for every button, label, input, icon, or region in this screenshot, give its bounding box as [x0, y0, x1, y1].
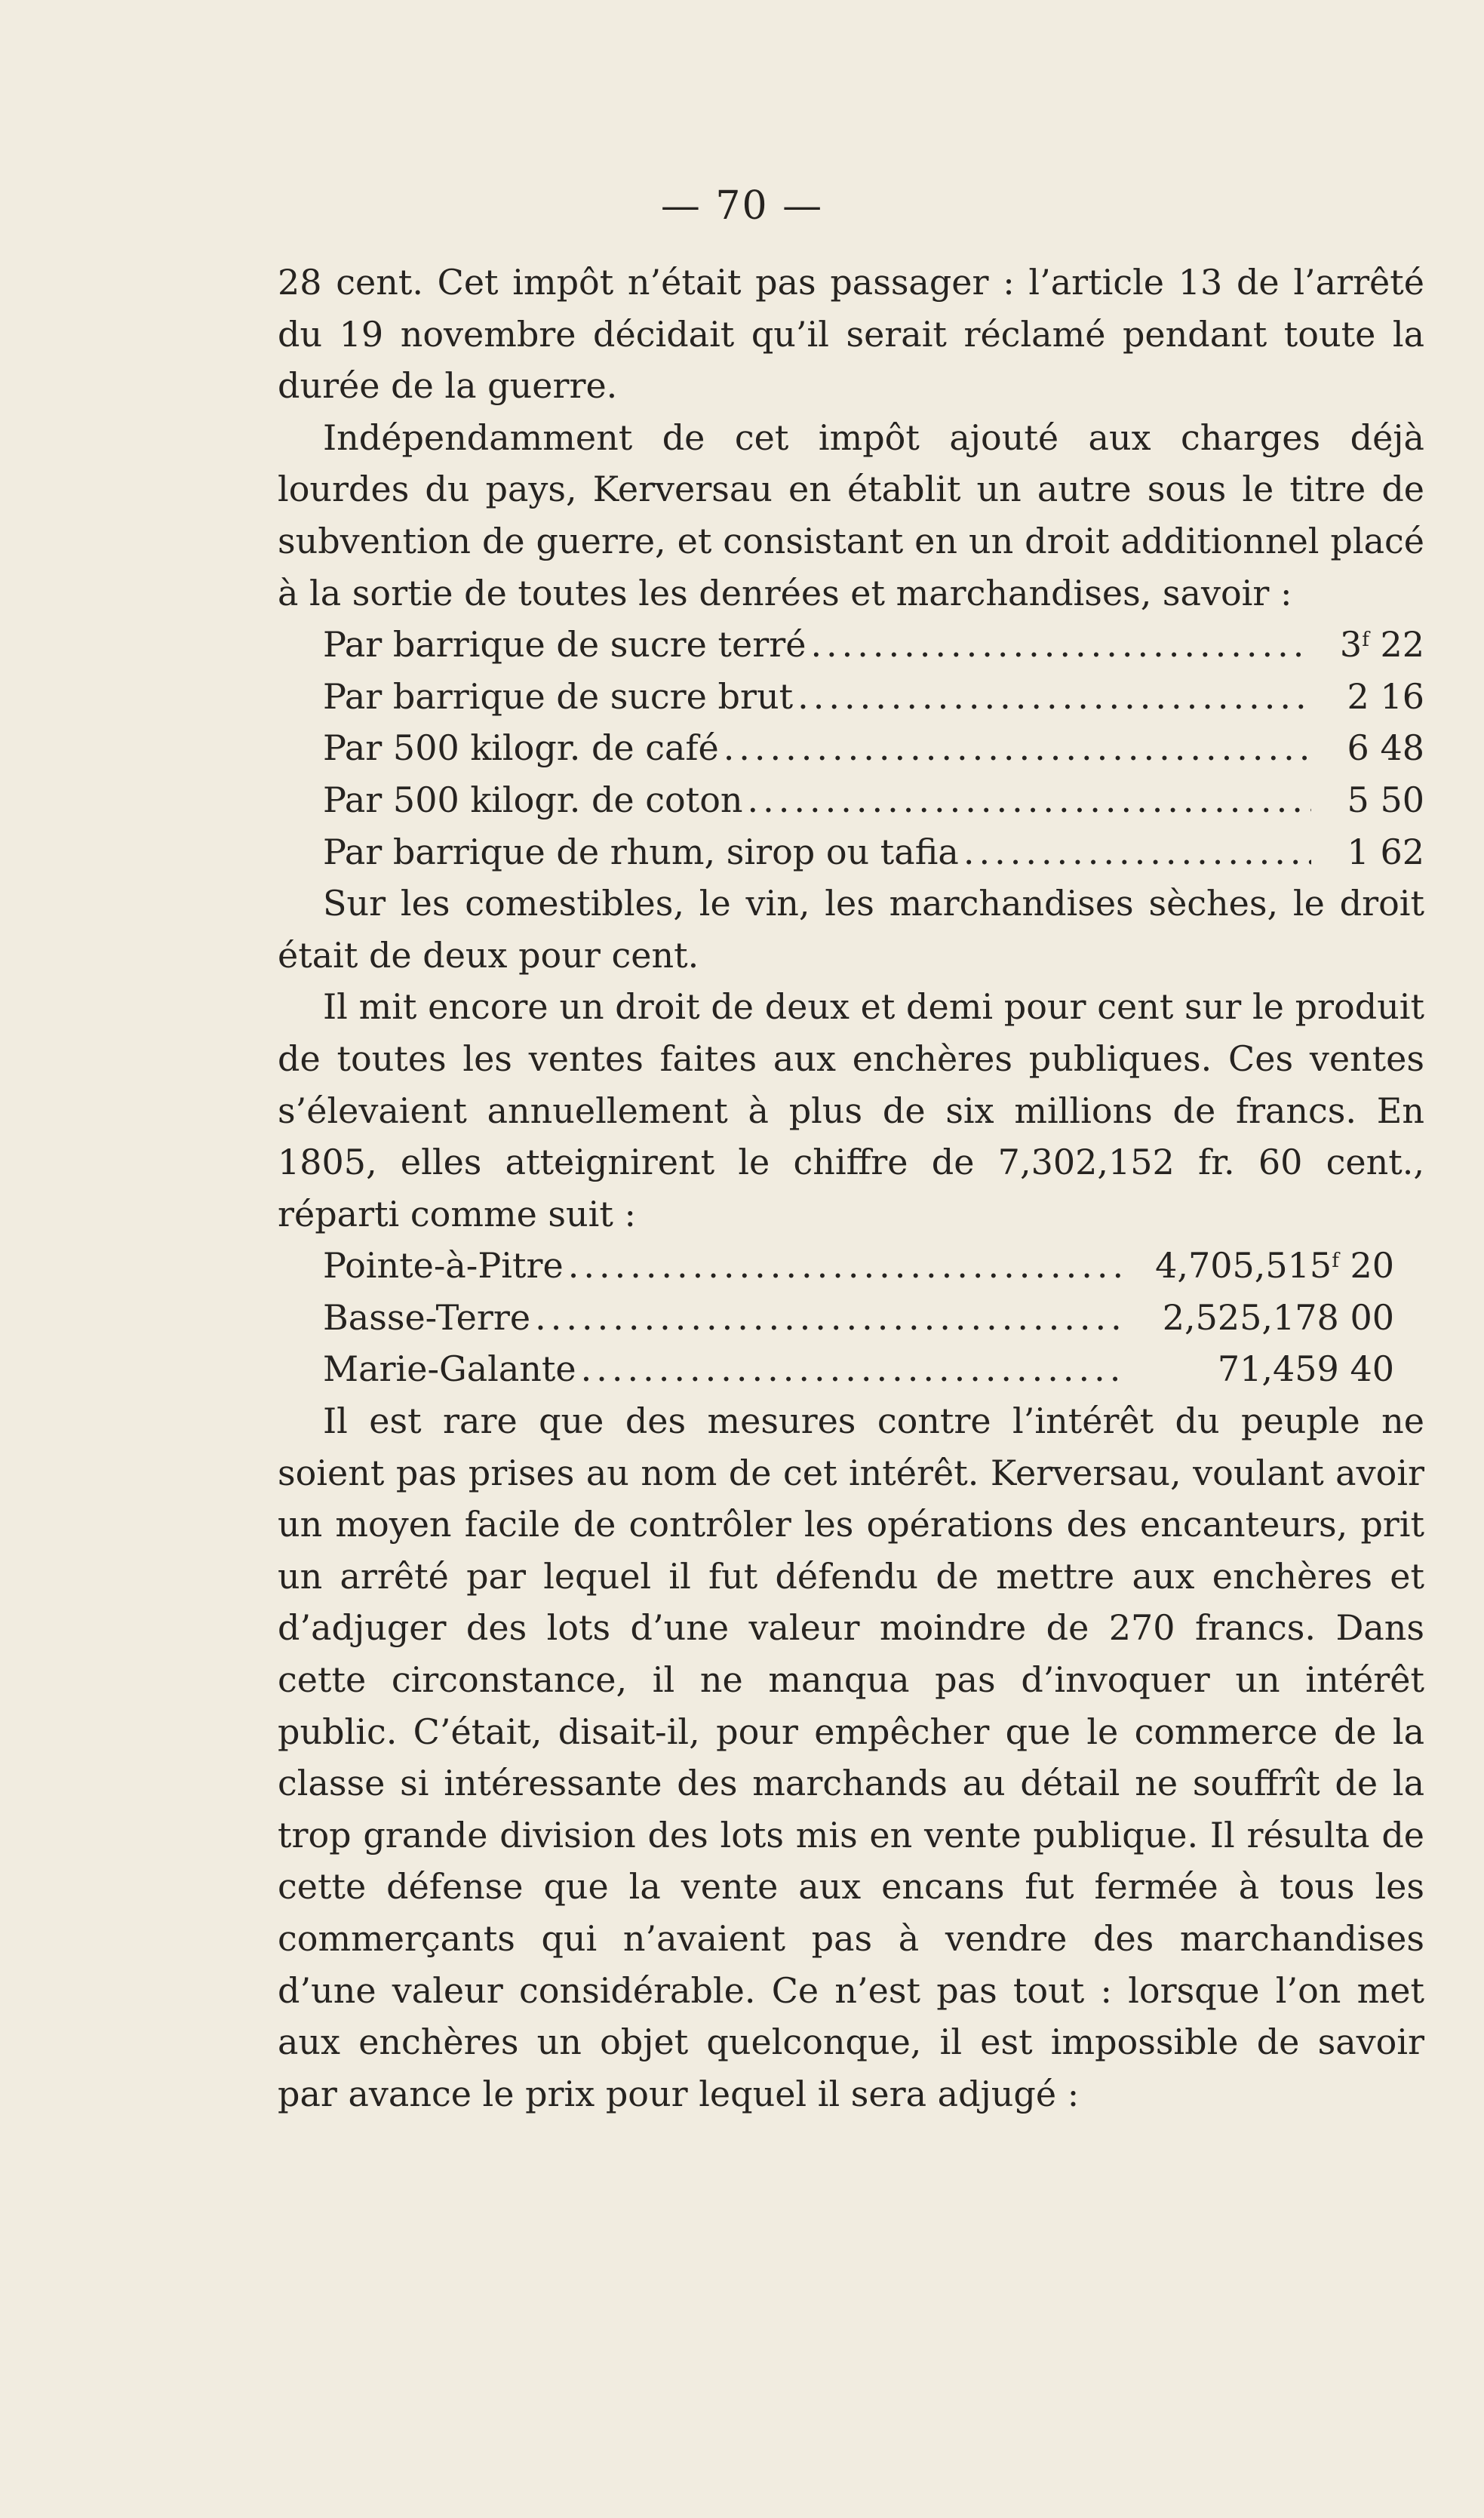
tax-row-value: 1 62	[1347, 831, 1424, 872]
dot-leader	[719, 722, 1311, 774]
tax-table	[278, 619, 1424, 878]
sales-row-value: 2,525,178 00	[1162, 1296, 1394, 1338]
dot-leader	[806, 619, 1311, 671]
sales-table	[278, 1240, 1424, 1395]
dot-leader	[743, 774, 1311, 826]
paragraph-3: Sur les comestibles, le vin, les marchandises sèches, le droit était de deux pour cent.	[278, 883, 1424, 976]
dot-leader	[530, 1292, 1123, 1344]
tax-row-label: Par 500 kilogr. de café	[323, 727, 719, 769]
page-number: — 70 —	[660, 183, 824, 229]
dot-leader	[793, 671, 1311, 723]
tax-row	[278, 671, 1424, 723]
paragraph-1: 28 cent. Cet impôt n’était pas passager : l’article 13 de l’arrêté du 19 novembre décidait qu’il serait réclamé pendant toute la durée de la guerre.	[278, 262, 1424, 407]
tax-row-label: Par barrique de rhum, sirop ou tafia	[323, 831, 959, 872]
dot-leader	[564, 1240, 1123, 1292]
tax-row	[278, 619, 1424, 671]
tax-row	[278, 722, 1424, 774]
paragraph-5: Il est rare que des mesures contre l’intérêt du peuple ne soient pas prises au nom de cet intérêt. Kerversau, voulant avoir un moyen facile de contrôler les opérations des encanteurs, prit un arrêté par lequel il fut défendu de mettre aux enchères et d’adjuger des lots d’une valeur moindre de 270 francs. Dans cette circonstance, il ne manqua pas d’invoquer un intérêt public. C’était, disait-il, pour empêcher que le commerce de la classe si intéressante des marchands au détail ne souffrît de la trop grande division des lots mis en vente publique. Il résulta de cette défense que la vente aux encans fut fermée à tous les commerçants qui n’avaient pas à vendre des marchandises d’une valeur considérable. Ce n’est pas tout : lorsque l’on met aux enchères un objet quelconque, il est impossible de savoir par avance le prix pour lequel il sera adjugé :	[278, 1400, 1424, 2114]
tax-row	[278, 826, 1424, 878]
tax-row-label: Par barrique de sucre brut	[323, 675, 794, 717]
sales-row	[278, 1343, 1394, 1395]
sales-row-value: 71,459 40	[1217, 1348, 1394, 1390]
paragraph-2: Indépendamment de cet impôt ajouté aux charges déjà lourdes du pays, Kerversau en établit un autre sous le titre de subvention de guerre, et consistant en un droit additionnel placé à la sortie de toutes les denrées et marchandises, savoir :	[278, 417, 1424, 613]
tax-row	[278, 774, 1424, 826]
tax-row-value: 2 16	[1347, 675, 1424, 717]
sales-row-label: Pointe-à-Pitre	[323, 1245, 564, 1287]
sales-row	[278, 1292, 1394, 1344]
page-body	[278, 257, 1424, 2120]
tax-row-label: Par 500 kilogr. de coton	[323, 779, 743, 820]
sales-row-value: 4,705,515$^f$ 20	[1155, 1245, 1394, 1287]
paragraph-4: Il mit encore un droit de deux et demi pour cent sur le produit de toutes les ventes faites aux enchères publiques. Ces ventes s’élevaient annuellement à plus de six millions de francs. En 1805, elles atteignirent le chiffre de 7,302,152 fr. 60 cent., réparti comme suit :	[278, 986, 1424, 1234]
tax-row-value: 6 48	[1347, 727, 1424, 769]
dot-leader	[576, 1343, 1123, 1395]
tax-row-label: Par barrique de sucre terré	[323, 624, 807, 666]
sales-row-label: Marie-Galante	[323, 1348, 576, 1390]
sales-row-label: Basse-Terre	[323, 1296, 531, 1338]
dot-leader	[959, 826, 1311, 878]
sales-row	[278, 1240, 1394, 1292]
tax-row-value: 5 50	[1347, 779, 1424, 820]
tax-row-value: 3$^f$ 22	[1339, 624, 1424, 666]
